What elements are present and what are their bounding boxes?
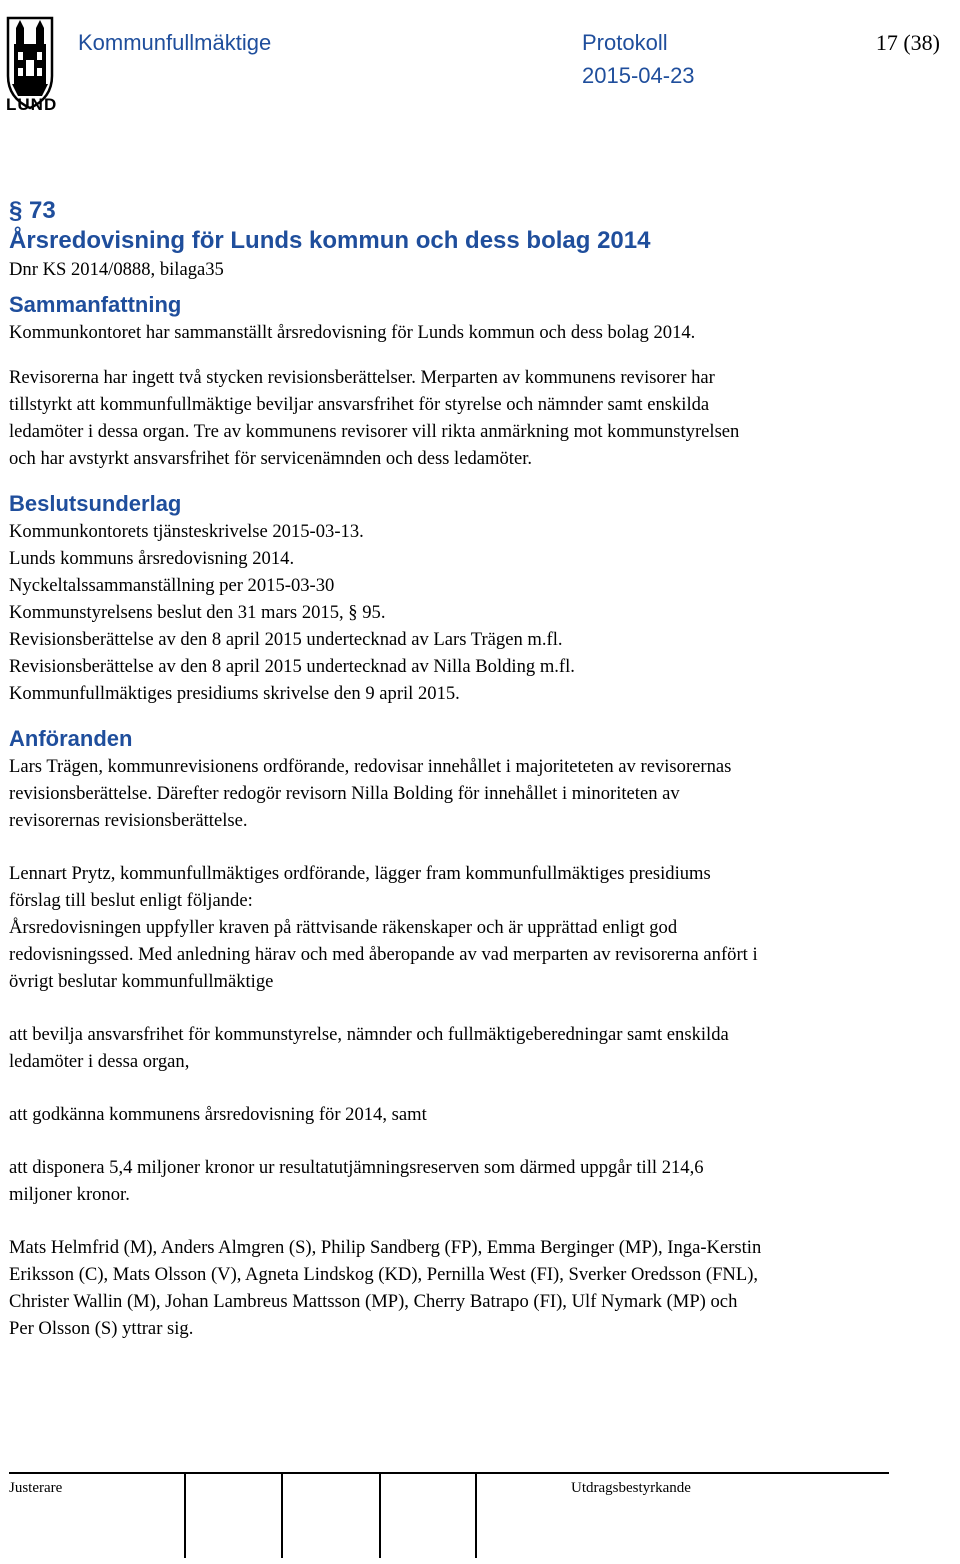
text-line: Christer Wallin (M), Johan Lambreus Mattsson (MP), Cherry Batrapo (FI), Ulf Nymark (MP) och [9,1291,738,1312]
footer-utdrag-label: Utdragsbestyrkande [571,1480,691,1496]
text-line: ledamöter i dessa organ, [9,1051,190,1072]
beslutsunderlag-list [9,518,954,707]
list-item: Kommunfullmäktiges presidiums skrivelse den 9 april 2015. [9,683,460,704]
text-line: övrigt beslutar kommunfullmäktige [9,971,274,992]
list-item: Revisionsberättelse av den 8 april 2015 undertecknad av Lars Trägen m.fl. [9,629,563,650]
heading-sammanfattning: Sammanfattning [9,292,182,317]
text-line: förslag till beslut enligt följande: [9,890,253,911]
section-number: § 73 [9,197,56,224]
logo-text: LUND [6,95,58,114]
anforanden-paragraph-2 [9,860,954,995]
header-doc-type: Protokoll [582,30,668,55]
text-line: Lars Trägen, kommunrevisionens ordförande, redovisar innehållet i majoriteteten av revisorernas [9,756,732,777]
sammanfattning-paragraph-1: Kommunkontoret har sammanställt årsredovisning för Lunds kommun och dess bolag 2014. [9,322,696,343]
anforanden-paragraph-1 [9,753,954,834]
text-line: revisionsberättelse. Därefter redogör revisorn Nilla Bolding för innehållet i minoriteten av [9,783,680,804]
footer-divider [9,1472,889,1474]
list-item: Lunds kommuns årsredovisning 2014. [9,548,295,569]
section-title: Årsredovisning för Lunds kommun och dess bolag 2014 [9,227,651,254]
header-title: Kommunfullmäktige [78,30,272,55]
text-line: miljoner kronor. [9,1184,130,1205]
header-date: 2015-04-23 [582,63,695,88]
text-line: Revisorerna har ingett två stycken revisionsberättelser. Merparten av kommunens revisorer har [9,367,715,388]
signature-box-divider [475,1474,477,1558]
text-line: revisorernas revisionsberättelse. [9,810,248,831]
page-number: 17 (38) [875,30,940,55]
signature-box-divider [379,1474,381,1558]
text-line: att disponera 5,4 miljoner kronor ur resultatutjämningsreserven som därmed uppgår till 214,6 [9,1157,704,1178]
signature-box-divider [281,1474,283,1558]
anforanden-paragraph-3 [9,1021,954,1075]
footer-signature-area [9,1472,889,1558]
anforanden-paragraph-5 [9,1154,954,1208]
footer-justerare-label: Justerare [9,1480,63,1496]
text-line: Årsredovisningen uppfyller kraven på rättvisande räkenskaper och är upprättad enligt god [9,917,678,938]
text-line: och har avstyrkt ansvarsfrihet för servicenämnden och dess ledamöter. [9,448,533,469]
dnr-line: Dnr KS 2014/0888, bilaga35 [9,259,224,280]
text-line: Lennart Prytz, kommunfullmäktiges ordförande, lägger fram kommunfullmäktiges presidiums [9,863,711,884]
list-item: Nyckeltalssammanställning per 2015-03-30 [9,575,335,596]
text-line: Per Olsson (S) yttrar sig. [9,1318,194,1339]
signature-box-divider [184,1474,186,1558]
text-line: Mats Helmfrid (M), Anders Almgren (S), Philip Sandberg (FP), Emma Berginger (MP), Inga-Kerstin [9,1237,762,1258]
text-line: ledamöter i dessa organ. Tre av kommunens revisorer vill rikta anmärkning mot kommunstyrelsen [9,421,740,442]
text-line: redovisningssed. Med anledning härav och med åberopande av vad merparten av revisorerna anfört i [9,944,758,965]
text-line: tillstyrkt att kommunfullmäktige beviljar ansvarsfrihet för styrelse och nämnder samt enskilda [9,394,710,415]
text-line: Eriksson (C), Mats Olsson (V), Agneta Lindskog (KD), Pernilla West (FI), Sverker Oredsson (FNL), [9,1264,759,1285]
list-item: Revisionsberättelse av den 8 april 2015 undertecknad av Nilla Bolding m.fl. [9,656,575,677]
heading-anforanden: Anföranden [9,726,133,751]
list-item: Kommunstyrelsens beslut den 31 mars 2015, § 95. [9,602,386,623]
anforanden-paragraph-4: att godkänna kommunens årsredovisning för 2014, samt [9,1104,427,1125]
document-body [9,196,954,1342]
text-line: att bevilja ansvarsfrihet för kommunstyrelse, nämnder och fullmäktigeberedningar samt enskilda [9,1024,729,1045]
heading-beslutsunderlag: Beslutsunderlag [9,491,182,516]
anforanden-paragraph-6 [9,1234,954,1342]
sammanfattning-paragraph-2 [9,364,954,472]
list-item: Kommunkontorets tjänsteskrivelse 2015-03-13. [9,521,364,542]
